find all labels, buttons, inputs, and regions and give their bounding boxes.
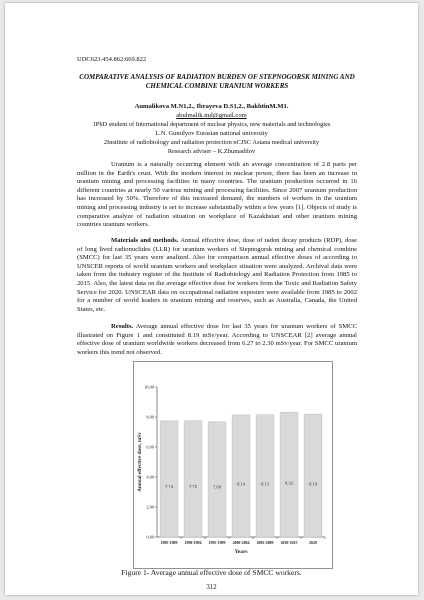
bar xyxy=(208,422,226,537)
methods-paragraph xyxy=(77,237,357,314)
bar xyxy=(232,415,250,537)
x-tick-label: 1995-1999 xyxy=(208,541,226,545)
x-axis-title: Years xyxy=(234,549,248,555)
x-tick-label: 2005-2009 xyxy=(256,541,274,545)
x-tick-label: 2000-2004 xyxy=(232,541,250,545)
y-tick-label: 2,00 xyxy=(146,504,154,510)
paper-title: COMPARATIVE ANALYSIS OF RADIATION BURDEN OF STEPNOGORSK MINING AND CHEMICAL COMBINE URANIUM WORKERS xyxy=(79,73,355,90)
author-email[interactable]: abulmalik.md@gmail.com xyxy=(176,112,247,119)
x-tick-label: 2010-2015 xyxy=(280,541,298,545)
udc-code: UDC623.454.862:669.822 xyxy=(77,56,147,63)
research-adviser: Research adviser – K.Zhumadilov xyxy=(167,148,256,155)
page-number: 312 xyxy=(206,584,217,591)
x-tick-label: 2020 xyxy=(309,541,317,545)
figure-1-chart xyxy=(133,361,333,569)
bar xyxy=(256,415,274,537)
y-axis-title: Annual effective dose, mSv xyxy=(137,432,143,492)
intro-paragraph: Uranium is a naturally occurring element with an average concentration of 2.8 parts per million in the Earth's crust. With the modern interest in nuclear power, there has been an increase in uranium mining and processing facilities in many countries. The uranium production occurred in 16 different countries at nearly 50 various mining and processing facilities. Since 2007 uranium production has increased by 50%. Therefore of this increased demand, the numbers of workers in the uranium mining and processing industry is set to increase substantially within a few years [1]. Objects of study is comparative analyze of radiation situation on workplace of Kazakhstan and other uranium mining countries uranium workers. xyxy=(77,161,357,229)
bar xyxy=(280,412,298,537)
affiliation-2: 2Institute of radiobiology and radiation protection nCJSC Astana medical university xyxy=(103,139,320,146)
methods-text: Annual effective dose, dose of radon decay products (RDP), dose of long lived radionuclides (LLR) for uranium workers of Stepnogorsk mining and chemical combine (SMCC) for last 35 years were analized. Also for comparison annual effective doses of according to UNSCER reports of world uranium workers and workplace situation were analyzed. Archival data were taken from the industry register of the Institute of Radiobiology and Radiation Protection from 1985 to 2015. Also, the latest data on the average effective dose for workers from the Toxic and Radiation Safety Service for 2020. UNSCEAR data on occupational radiation exposure were available from 1985 to 2002 for a number of world leaders in uranium mining and reserves, such as Australia, Canada, the United States, etc. xyxy=(77,237,357,313)
bar-value-label: 7,75 xyxy=(188,484,198,490)
bar-chart-svg xyxy=(133,361,333,569)
y-tick-label: 8,00 xyxy=(146,414,154,420)
bar-value-label: 8,32 xyxy=(284,480,294,486)
y-tick-label: 10,00 xyxy=(144,384,154,390)
bar-value-label: 8,14 xyxy=(236,481,246,487)
bar xyxy=(304,414,322,537)
bar-value-label: 7,74 xyxy=(164,484,174,490)
y-tick-label: 0,00 xyxy=(146,534,154,540)
y-tick-label: 6,00 xyxy=(146,444,154,450)
methods-heading: Materials and methods. xyxy=(111,237,179,244)
affiliation-1b: L.N. Gumilyov Eurasian national university xyxy=(155,130,268,137)
figure-caption: Figure 1- Average annual effective dose of SMCC workers. xyxy=(121,568,302,577)
results-heading: Results. xyxy=(111,323,134,330)
affiliation-1a: 1PhD student of International department of nuclear physics, new materials and technologies xyxy=(92,121,331,128)
x-tick-label: 1990-1994 xyxy=(184,541,202,545)
x-tick-label: 1985-1989 xyxy=(160,541,178,545)
bar-value-label: 8,19 xyxy=(308,481,318,487)
bar-value-label: 8,15 xyxy=(260,481,270,487)
bar xyxy=(160,421,178,537)
bar-value-label: 7,68 xyxy=(212,484,222,490)
results-text: Average annual effective dose for last 35 years for uranium workers of SMCC illustrated on Figure 1 and constituted 8.19 mSv/year. According to UNSCEAR [2] average annual effective dose of uranium worldwide workers decreased from 6.27 to 2.30 mSv/year. For SMCC uranium workers this trend not observed. xyxy=(77,323,357,356)
paper-page xyxy=(5,3,418,595)
bar xyxy=(184,421,202,537)
authors: Aumalikova M.N1,2., Ibrayeva D.S1,2., BakhtinM.M1. xyxy=(134,103,289,110)
results-paragraph xyxy=(77,323,357,357)
y-tick-label: 4,00 xyxy=(146,474,154,480)
